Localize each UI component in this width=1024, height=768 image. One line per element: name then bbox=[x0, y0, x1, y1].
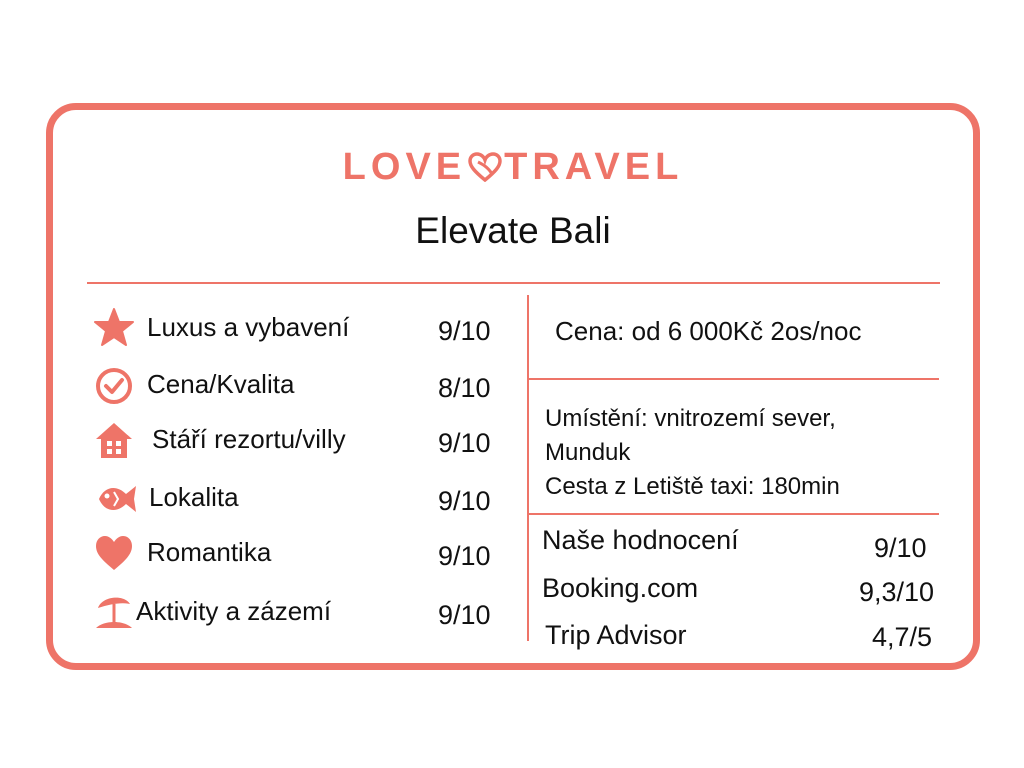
rating-label: Stáří rezortu/villy bbox=[152, 424, 346, 454]
score-value: 4,7/5 bbox=[872, 622, 933, 652]
rating-label: Aktivity a zázemí bbox=[136, 596, 332, 626]
location-line: Munduk bbox=[545, 439, 631, 466]
score-value: 9/10 bbox=[874, 533, 927, 563]
house-icon bbox=[94, 420, 134, 460]
check-circle-icon bbox=[94, 365, 134, 405]
rating-value: 9/10 bbox=[438, 486, 491, 516]
rating-row bbox=[94, 420, 524, 470]
rating-label: Cena/Kvalita bbox=[147, 369, 295, 399]
score-label: Naše hodnocení bbox=[542, 525, 739, 555]
brand-logo bbox=[53, 146, 973, 189]
brand-love: LOVE bbox=[342, 146, 467, 188]
rating-label: Romantika bbox=[147, 537, 272, 567]
rating-value: 9/10 bbox=[438, 428, 491, 458]
rating-value: 8/10 bbox=[438, 373, 491, 403]
column-divider bbox=[527, 295, 529, 641]
score-label: Booking.com bbox=[542, 573, 699, 603]
price-text: Cena: od 6 000Kč 2os/noc bbox=[555, 316, 862, 346]
brand-travel: TRAVEL bbox=[504, 146, 684, 188]
rating-row bbox=[94, 365, 524, 415]
hotel-card bbox=[46, 103, 980, 670]
header-divider bbox=[87, 282, 940, 284]
rating-row bbox=[94, 478, 524, 528]
hotel-title: Elevate Bali bbox=[415, 210, 611, 251]
fish-icon bbox=[94, 478, 138, 518]
rating-label: Luxus a vybavení bbox=[147, 312, 350, 342]
heart-icon bbox=[94, 533, 134, 573]
star-icon bbox=[94, 308, 134, 348]
rating-row bbox=[94, 533, 524, 583]
rating-label: Lokalita bbox=[149, 482, 239, 512]
rating-value: 9/10 bbox=[438, 600, 491, 630]
rating-row bbox=[94, 592, 524, 642]
location-line: Umístění: vnitrozemí sever, bbox=[545, 405, 836, 432]
right-divider-2 bbox=[529, 513, 939, 515]
rating-value: 9/10 bbox=[438, 541, 491, 571]
heart-logo-icon bbox=[468, 152, 502, 182]
location-line: Cesta z Letiště taxi: 180min bbox=[545, 473, 840, 500]
right-divider-1 bbox=[529, 378, 939, 380]
rating-row bbox=[94, 308, 524, 358]
rating-value: 9/10 bbox=[438, 316, 491, 346]
beach-umbrella-icon bbox=[94, 592, 134, 632]
score-value: 9,3/10 bbox=[859, 577, 935, 607]
location-block bbox=[545, 402, 840, 504]
score-label: Trip Advisor bbox=[545, 620, 687, 650]
